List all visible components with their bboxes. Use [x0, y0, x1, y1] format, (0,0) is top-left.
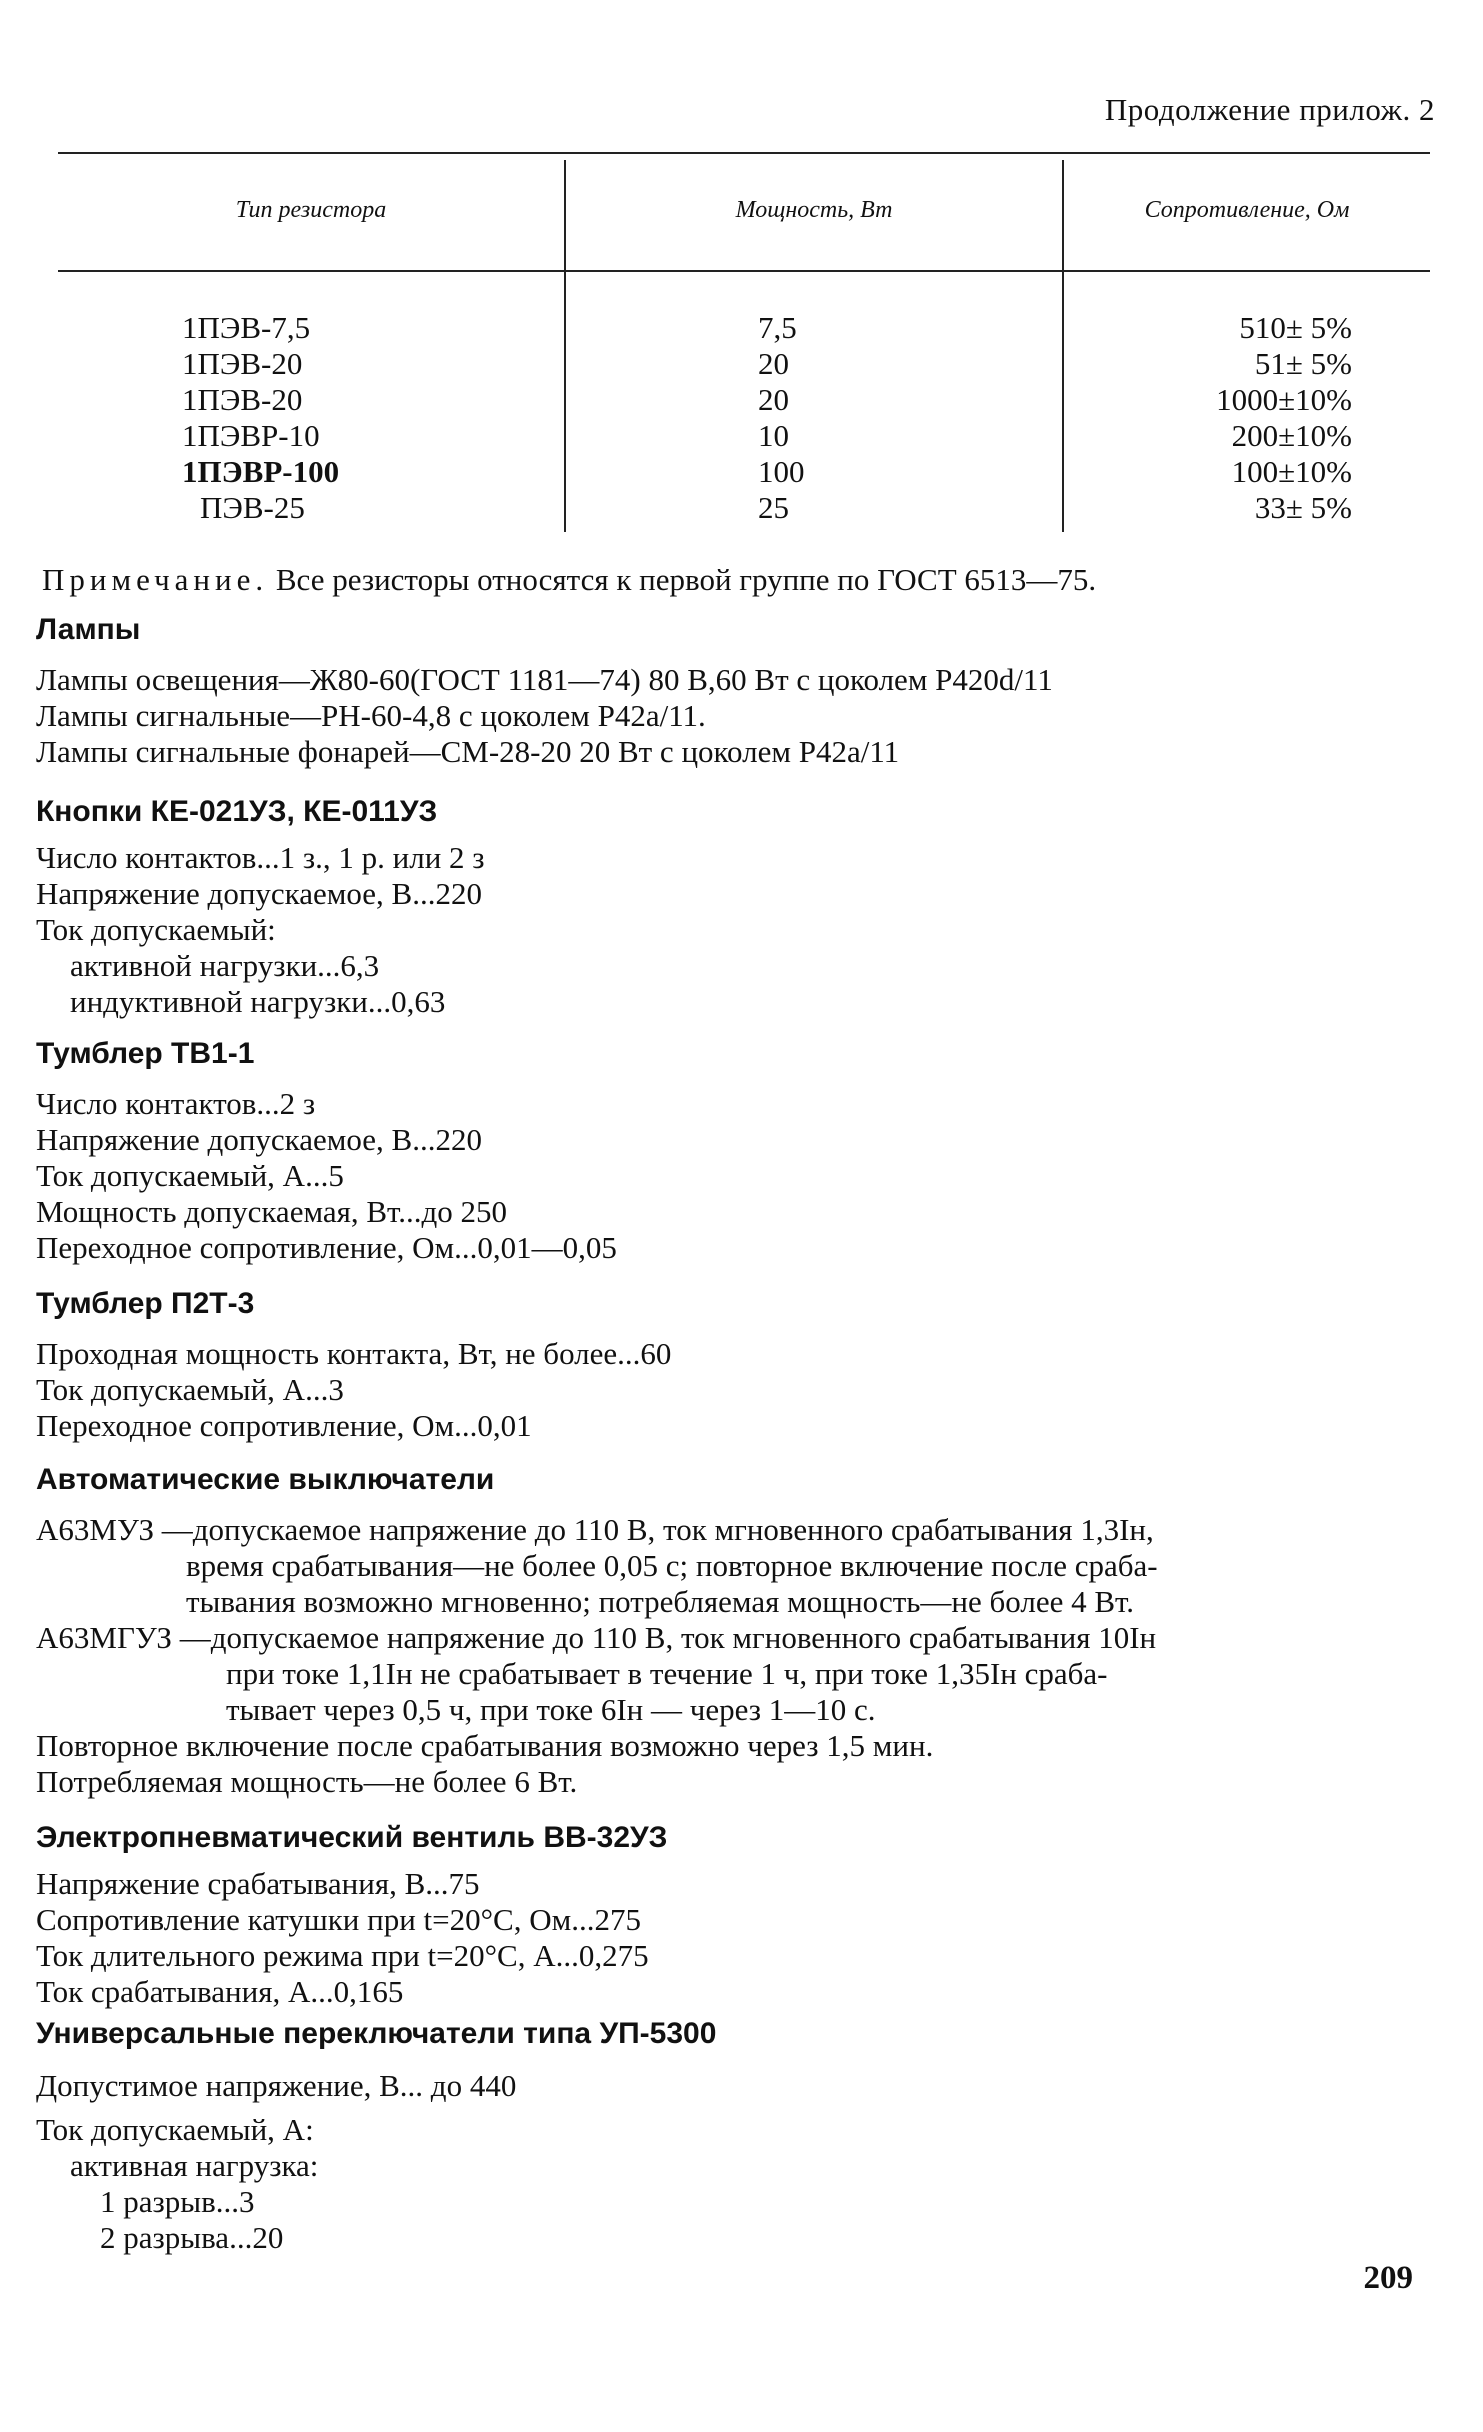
- table-cell: 200±10%: [1231, 418, 1352, 453]
- text-line: Ток длительного режима при t=20°С, А...0,275: [36, 1938, 649, 1973]
- text-line: Ток допускаемый, А:: [36, 2112, 314, 2147]
- table-header-rule: [58, 270, 1430, 272]
- table-cell: 10: [758, 418, 789, 453]
- note-label: Примечание.: [42, 562, 269, 597]
- text-line: Мощность допускаемая, Вт...до 250: [36, 1194, 508, 1229]
- valve-section: [36, 1820, 667, 2010]
- table-cell: 100±10%: [1231, 454, 1352, 489]
- text-line: А63МГУЗ —допускаемое напряжение до 110 В, ток мгновенного срабатывания 10Iн: [36, 1620, 1157, 1655]
- text-line: индуктивной нагрузки...0,63: [70, 984, 446, 1019]
- table-cell: 1ПЭВ-20: [182, 346, 303, 381]
- table-cell: 33± 5%: [1254, 490, 1352, 525]
- table-cell: 1ПЭВР-10: [182, 418, 320, 453]
- text-line: активной нагрузки...6,3: [70, 948, 380, 983]
- table-cell: 20: [758, 382, 789, 417]
- tv1-section: [36, 1036, 617, 1266]
- text-line: Потребляемая мощность—не более 6 Вт.: [36, 1764, 578, 1799]
- table-top-rule: [58, 152, 1430, 154]
- text-line: Сопротивление катушки при t=20°С, Ом...275: [36, 1902, 641, 1937]
- text-line: тывания возможно мгновенно; потребляемая мощность—не более 4 Вт.: [186, 1584, 1134, 1619]
- text-line: 2 разрыва...20: [100, 2220, 284, 2255]
- text-line: время срабатывания—не более 0,05 с; повторное включение после сраба-: [186, 1548, 1158, 1583]
- text-line: Ток допускаемый, А...3: [36, 1372, 344, 1407]
- note-text: Все резисторы относятся к первой группе по ГОСТ 6513—75.: [275, 562, 1097, 597]
- table-cell: 1ПЭВ-7,5: [182, 310, 311, 345]
- type-column: [182, 310, 339, 526]
- text-line: Напряжение допускаемое, В...220: [36, 876, 482, 911]
- table-cell: ПЭВ-25: [200, 490, 305, 525]
- text-line: при токе 1,1Iн не срабатывает в течение 1 ч, при токе 1,35Iн сраба-: [226, 1656, 1108, 1691]
- breakers-section: [36, 1462, 1158, 1800]
- section-heading: Лампы: [36, 613, 141, 646]
- column-header-type: Тип резистора: [235, 197, 387, 223]
- text-line: Ток допускаемый:: [36, 912, 276, 947]
- section-heading: Тумблер П2Т-3: [36, 1287, 255, 1320]
- p2t-section: [36, 1286, 671, 1444]
- resistance-column: [1128, 310, 1352, 526]
- table-cell: 1000±10%: [1216, 382, 1352, 417]
- text-line: тывает через 0,5 ч, при токе 6Iн — через 1—10 с.: [226, 1692, 876, 1727]
- text-line: Проходная мощность контакта, Вт, не более...60: [36, 1336, 672, 1371]
- buttons-section: [36, 794, 485, 1020]
- section-heading: Электропневматический вентиль ВВ-32УЗ: [36, 1821, 668, 1854]
- section-heading: Универсальные переключатели типа УП-5300: [36, 2017, 717, 2050]
- text-line: 1 разрыв...3: [100, 2184, 255, 2219]
- text-line: Число контактов...2 з: [36, 1086, 316, 1121]
- section-heading: Автоматические выключатели: [36, 1463, 495, 1496]
- column-header-power: Мощность, Вт: [735, 197, 893, 223]
- table-note: [42, 562, 1096, 598]
- text-line: Напряжение срабатывания, В...75: [36, 1866, 480, 1901]
- power-column: [758, 310, 805, 526]
- continuation-header: Продолжение прилож. 2: [1104, 92, 1435, 127]
- text-line: Число контактов...1 з., 1 р. или 2 з: [36, 840, 485, 875]
- column-header-resistance: Сопротивление, Ом: [1144, 197, 1350, 223]
- text-line: Переходное сопротивление, Ом...0,01: [36, 1408, 532, 1443]
- text-line: А63МУЗ —допускаемое напряжение до 110 В, ток мгновенного срабатывания 1,3Iн,: [36, 1512, 1154, 1547]
- resistor-table: [58, 152, 1430, 534]
- text-line: Лампы сигнальные—РН-60-4,8 с цоколем Р42а/11.: [36, 698, 706, 733]
- table-cell: 20: [758, 346, 789, 381]
- text-line: Ток допускаемый, А...5: [36, 1158, 344, 1193]
- text-line: Лампы освещения—Ж80-60(ГОСТ 1181—74) 80 В,60 Вт с цоколем Р420d/11: [36, 662, 1053, 697]
- text-line: Напряжение допускаемое, В...220: [36, 1122, 482, 1157]
- table-cell: 51± 5%: [1254, 346, 1352, 381]
- section-heading: Кнопки КЕ-021УЗ, КЕ-011УЗ: [36, 795, 438, 828]
- lamps-section: [36, 612, 1053, 770]
- switches-section: [36, 2016, 716, 2256]
- table-cell: 1ПЭВ-20: [182, 382, 303, 417]
- table-cell: 25: [758, 490, 789, 525]
- text-line: активная нагрузка:: [70, 2148, 319, 2183]
- table-cell: 100: [758, 454, 805, 489]
- text-line: Ток срабатывания, А...0,165: [36, 1974, 404, 2009]
- table-cell: 7,5: [758, 310, 797, 345]
- text-line: Повторное включение после срабатывания возможно через 1,5 мин.: [36, 1728, 934, 1763]
- table-cell: 510± 5%: [1239, 310, 1352, 345]
- page-number: 209: [1363, 2260, 1413, 2296]
- section-heading: Тумблер ТВ1-1: [36, 1037, 255, 1070]
- text-line: Переходное сопротивление, Ом...0,01—0,05: [36, 1230, 617, 1265]
- table-cell: 1ПЭВР-100: [182, 454, 340, 489]
- text-line: Лампы сигнальные фонарей—СМ-28-20 20 Вт с цоколем Р42а/11: [36, 734, 900, 769]
- text-line: Допустимое напряжение, В... до 440: [36, 2068, 517, 2103]
